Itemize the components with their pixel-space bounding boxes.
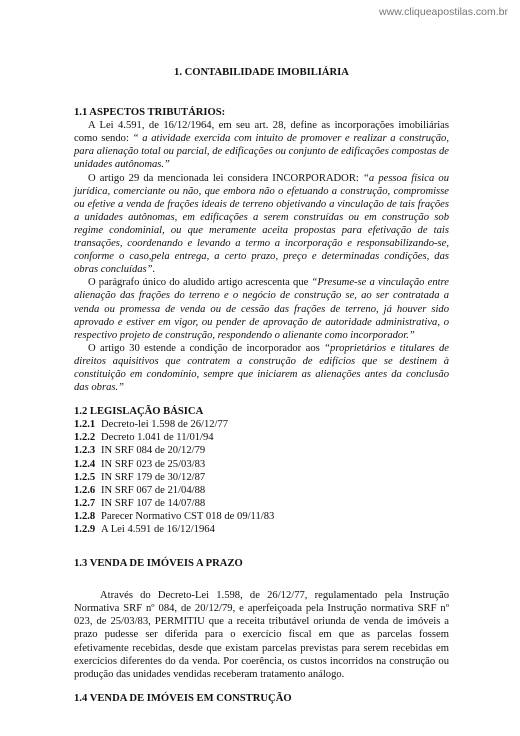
section-heading-1-4: 1.4 VENDA DE IMÓVEIS EM CONSTRUÇÃO — [74, 692, 292, 704]
item-text: IN SRF 179 de 30/12/87 — [101, 471, 206, 483]
site-url: www.cliqueapostilas.com.br — [379, 6, 508, 18]
item-text: A Lei 4.591 de 16/12/1964 — [101, 524, 215, 535]
paragraph-text: O artigo 29 da mencionada lei considera INCORPORADOR: — [88, 172, 363, 184]
paragraph-text: A Lei 4.591, de 16/12/1964, em seu art. 28, define as incorporações imobiliárias como sendo: — [74, 120, 449, 145]
section-heading-1-3: 1.3 VENDA DE IMÓVEIS A PRAZO — [74, 558, 243, 570]
paragraph-artigo-30 — [74, 342, 449, 394]
section-heading-1-2: 1.2 LEGISLAÇÃO BÁSICA — [74, 406, 204, 418]
quote-text: “proprietários e titulares de direitos aquisitivos que contratem a construção de edifícios que se destinem à constituição em condomínio, sempre que iniciarem as alienações antes da conclusão das obras.” — [74, 342, 450, 394]
list-item — [74, 458, 449, 471]
item-number: 1.2.3 — [74, 445, 96, 457]
list-item — [74, 471, 449, 484]
item-text: Decreto-lei 1.598 de 26/12/77 — [101, 419, 229, 431]
item-number: 1.2.1 — [74, 419, 96, 431]
item-text: Decreto 1.041 de 11/01/94 — [101, 432, 214, 444]
list-item — [74, 418, 449, 431]
item-number: 1.2.8 — [74, 510, 96, 522]
item-number: 1.2.5 — [74, 471, 96, 483]
item-text: IN SRF 107 de 14/07/88 — [101, 497, 206, 509]
quote-text: “ a atividade exercida com intuito de promover e realizar a construção, para alienação total ou parcial, de edificações ou conjunto de edificações compostas de unidades autônomas.” — [74, 133, 449, 171]
item-text: IN SRF 084 de 20/12/79 — [101, 445, 206, 457]
paragraph-text: O artigo 30 estende a condição de incorporador aos — [88, 342, 325, 354]
list-item — [74, 431, 449, 444]
legislation-list — [74, 418, 449, 536]
paragraph-text: O parágrafo único do aludido artigo acrescenta que — [88, 277, 312, 289]
item-number: 1.2.6 — [74, 484, 96, 496]
page-title: 1. CONTABILIDADE IMOBILIÁRIA — [174, 67, 349, 78]
list-item — [74, 444, 449, 457]
item-text: Parecer Normativo CST 018 de 09/11/83 — [101, 510, 275, 522]
item-number: 1.2.9 — [74, 524, 96, 535]
paragraph-venda-a-prazo: Através do Decreto-Lei 1.598, de 26/12/77, regulamentado pela Instrução Normativa SRF nº 084, de 20/12/79, e aperfeiçoada pela Instrução normativa SRF nº 023, de 25/03/83, PERMITIU que a receita tributável oriunda de venda de imóveis a prazo pudesse ser diferida para o exercício fiscal em que as parcelas fossem efetivamente recebidas, desde que existam parcelas previstas para serem recebidas em exercícios diferentes do da venda. Por coerência, os custos incorridos na construção ou produção das unidades vendidas receberam tratamento análogo. — [74, 590, 449, 680]
paragraph-lei-4591 — [74, 119, 449, 171]
list-item — [74, 497, 449, 510]
paragraph-artigo-29 — [74, 172, 449, 277]
list-item — [74, 484, 449, 497]
paragraph-paragrafo-unico — [74, 276, 449, 341]
item-text: IN SRF 023 de 25/03/83 — [101, 458, 206, 470]
list-item — [74, 523, 449, 536]
item-text: IN SRF 067 de 21/04/88 — [101, 484, 206, 496]
document-page — [74, 66, 449, 705]
quote-text: “Presume-se a vinculação entre alienação das frações do terreno e o negócio de construção se, ao ser contratada a venda ou promessa de venda ou de cessão das frações de terreno, já houver sido aprovado e estiver em vigor, ou pender de aprovação de autoridade administrativa, o respectivo projeto de construção, respondendo o alienante como incorporador.” — [74, 277, 449, 341]
item-number: 1.2.2 — [74, 432, 96, 444]
item-number: 1.2.4 — [74, 458, 96, 470]
quote-text: “a pessoa física ou jurídica, comerciante ou não, que embora não o efetuando a construção, compromisse ou efetive a venda de frações ideais de terreno objetivando a vinculação de tais frações a unidades autônomas, em edificações a serem construídas ou em construção sob regime condominial, ou que meramente aceita propostas para efetivação de tais transações, coordenando e levando a termo a incorporação e responsabilizando-se, conforme o caso,pela entrega, a certo prazo, preço e determinadas condições, das obras concluídas”. — [74, 172, 449, 276]
section-heading-1-1: 1.1 ASPECTOS TRIBUTÁRIOS: — [74, 107, 226, 119]
list-item — [74, 510, 449, 523]
item-number: 1.2.7 — [74, 497, 96, 509]
